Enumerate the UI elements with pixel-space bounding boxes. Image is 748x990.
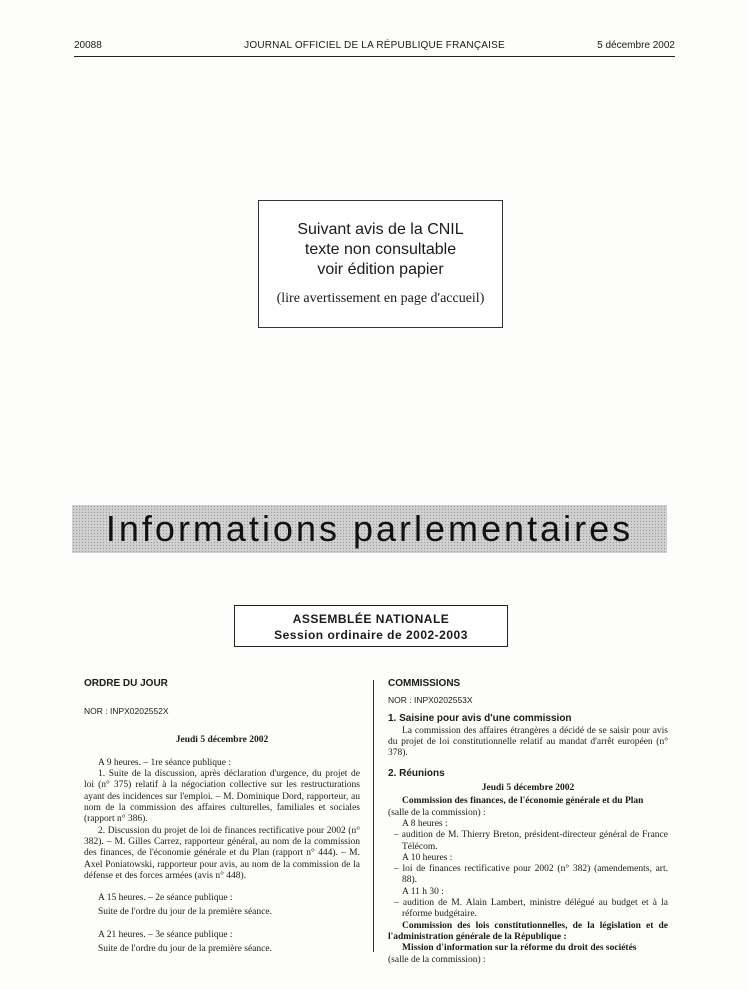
section-banner <box>72 505 667 553</box>
meeting-2-time: A 10 heures : <box>402 852 453 863</box>
agenda-date: Jeudi 5 décembre 2002 <box>175 734 269 745</box>
section-2-title: 2. Réunions <box>388 767 445 779</box>
section-2-date: Jeudi 5 décembre 2002 <box>481 783 575 794</box>
commissions-column <box>388 678 668 966</box>
header-rule <box>74 56 675 57</box>
section-1-text: La commission des affaires étrangères a décidé de se saisir pour avis du projet de loi constitutionnelle relatif au mandat d'arrêt européen (n° 378). <box>388 725 668 759</box>
cnil-notice-text <box>259 220 502 280</box>
assembly-name: ASSEMBLÉE NATIONALE <box>292 612 450 626</box>
commission-lois: Commission des lois constitutionnelles, de la législation et de l'administration générale de la République : <box>388 920 668 942</box>
session-2-time: A 15 heures. – 2e séance publique : <box>98 893 233 904</box>
cnil-line-2: texte non consultable <box>304 241 457 258</box>
agenda-item-2: 2. Discussion du projet de loi de finances rectificative pour 2002 (n° 382). – M. Gilles Carrez, rapporteur général, au nom de la commission des finances, de l'économie générale et du Plan (rapport n° 444). – M. Axel Poniatowski, rapporteur pour avis, au nom de la commission de la défense et des forces armées (avis n° 448). <box>84 825 360 881</box>
meeting-3-item: – audition de M. Alain Lambert, ministre délégué au budget et à la réforme budgétaire. <box>394 898 668 920</box>
session-1-time: A 9 heures. – 1re séance publique : <box>98 757 231 768</box>
agenda-item-1: 1. Suite de la discussion, après déclaration d'urgence, du projet de loi (n° 375) relatif à la négociation collective sur les restructurations ayant des incidences sur l'emploi. – M. Dominique Dord, rapporteur, au nom de la commission des affaires culturelles, familiales et sociales (rapport n° 386). <box>84 769 360 825</box>
assembly-session: Session ordinaire de 2002-2003 <box>274 628 468 642</box>
session-3-time: A 21 heures. – 3e séance publique : <box>98 929 233 940</box>
column-divider <box>373 680 374 952</box>
header-date: 5 décembre 2002 <box>597 40 675 51</box>
meeting-1-time: A 8 heures : <box>402 818 448 829</box>
cnil-line-3: voir édition papier <box>317 261 444 278</box>
journal-title: JOURNAL OFFICIEL DE LA RÉPUBLIQUE FRANÇAISE <box>244 40 505 51</box>
session-3-text: Suite de l'ordre du jour de la première séance. <box>98 944 272 955</box>
commission-finances-room: (salle de la commission) : <box>388 807 486 818</box>
agenda-nor: NOR : INPX0202552X <box>84 706 169 717</box>
mission-room: (salle de la commission) : <box>388 954 486 965</box>
commissions-heading: COMMISSIONS <box>388 678 461 689</box>
commission-finances: Commission des finances, de l'économie générale et du Plan <box>402 796 644 807</box>
meeting-2-item: – loi de finances rectificative pour 2002 (n° 382) (amendements, art. 88). <box>394 864 668 886</box>
session-2-text: Suite de l'ordre du jour de la première séance. <box>98 907 272 918</box>
banner-title: Informations parlementaires <box>105 508 634 549</box>
cnil-notice-box <box>258 200 503 328</box>
meeting-3-time: A 11 h 30 : <box>402 886 444 897</box>
cnil-line-4: (lire avertissement en page d'accueil) <box>276 291 485 306</box>
mission-information: Mission d'information sur la réforme du droit des sociétés <box>402 943 637 954</box>
meeting-1-item: – audition de M. Thierry Breton, président-directeur général de France Télécom. <box>394 830 668 852</box>
commissions-nor: NOR : INPX0202553X <box>388 695 473 706</box>
cnil-line-1: Suivant avis de la CNIL <box>297 221 464 238</box>
agenda-column <box>84 678 360 955</box>
assembly-box <box>234 605 508 647</box>
section-1-title: 1. Saisine pour avis d'une commission <box>388 712 572 724</box>
agenda-heading: ORDRE DU JOUR <box>84 678 168 689</box>
page-number: 20088 <box>74 40 102 51</box>
